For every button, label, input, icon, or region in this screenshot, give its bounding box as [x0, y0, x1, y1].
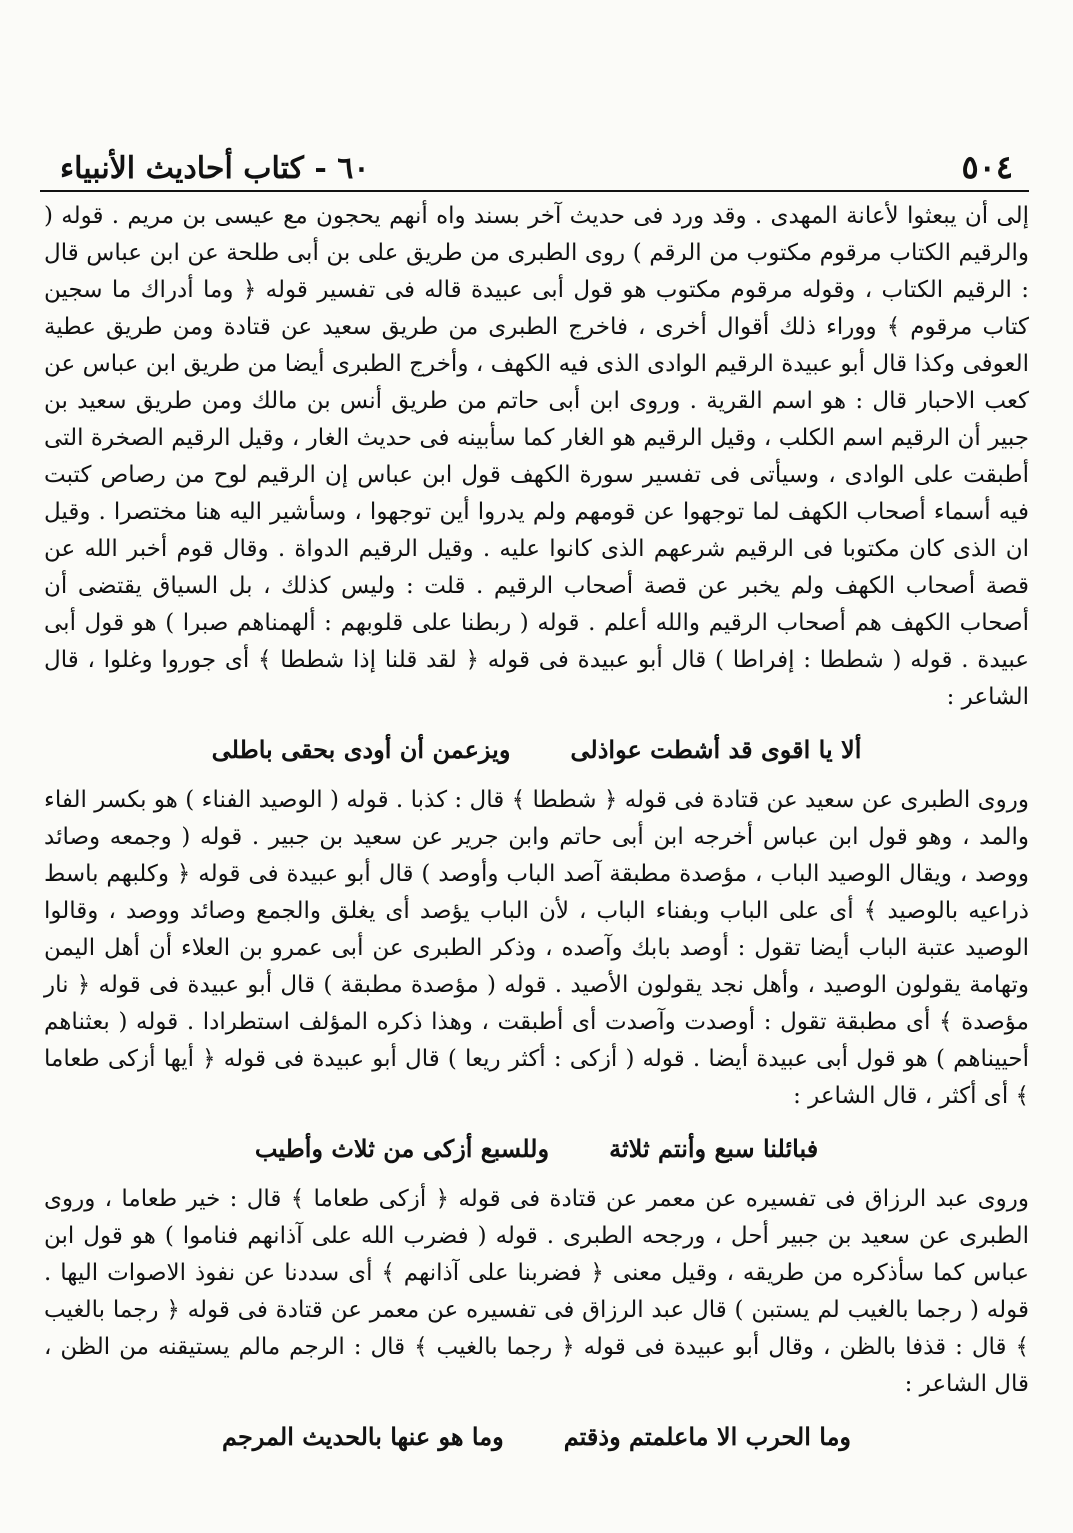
poetry-verse	[44, 1129, 1029, 1169]
paragraph: وروى الطبرى عن سعيد عن قتادة فى قوله ﴿ شططا ﴾ قال : كذبا . قوله ( الوصيد الفناء ) هو بكسر الفاء والمد ، وهو قول ابن عباس أخرجه ابن أبى حاتم وابن جرير عن سعيد بن جبير . قوله ( وجمعه وصائد ووصد ، ويقال الوصيد الباب ، مؤصدة مطبقة آصد الباب وأوصد ) قال أبو عبيدة فى قوله ﴿ وكلبهم باسط ذراعيه بالوصيد ﴾ أى على الباب وبفناء الباب ، لأن الباب يؤصد أى يغلق والجمع وصائد ووصد ، وقالوا الوصيد عتبة الباب أيضا تقول : أوصد بابك وآصده ، وذكر الطبرى عن أبى عمرو بن العلاء أن أهل اليمن وتهامة يقولون الوصيد ، وأهل نجد يقولون الأصيد . قوله ( مؤصدة مطبقة ) قال أبو عبيدة فى قوله ﴿ نار مؤصدة ﴾ أى مطبقة تقول : أوصدت وآصدت أى أطبقت ، وهذا ذكره المؤلف استطرادا . قوله ( بعثناهم أحييناهم ) هو قول أبى عبيدة أيضا . قوله ( أزكى : أكثر ريعا ) قال أبو عبيدة فى قوله ﴿ أيها أزكى طعاما ﴾ أى أكثر ، قال الشاعر :	[44, 787, 1030, 1109]
verse-first-hemistich: ألا يا اقوى قد أشطت عواذلى	[570, 735, 862, 764]
page-body	[44, 198, 1029, 1469]
page-number: ٥٠٤	[961, 148, 1013, 186]
page-header	[60, 138, 1013, 186]
verse-second-hemistich: وللسبع أزكى من ثلاث وأطيب	[254, 1134, 550, 1163]
poetry-verse	[44, 730, 1029, 770]
paragraph: إلى أن يبعثوا لأعانة المهدى . وقد ورد فى حديث آخر بسند واه أنهم يحجون مع عيسى بن مريم . قوله ( والرقيم الكتاب مرقوم مكتوب من الرقم ) روى الطبرى من طريق على بن أبى طلحة عن ابن عباس قال : الرقيم الكتاب ، وقوله مرقوم مكتوب هو قول أبى عبيدة قاله فى تفسير قوله ﴿ وما أدراك ما سجين كتاب مرقوم ﴾ ووراء ذلك أقوال أخرى ، فاخرج الطبرى من طريق سعيد عن قتادة ومن طريق عطية العوفى وكذا قال أبو عبيدة الرقيم الوادى الذى فيه الكهف ، وأخرج الطبرى أيضا من طريق ابن عباس عن كعب الاحبار قال : هو اسم القرية . وروى ابن أبى حاتم من طريق أنس بن مالك ومن طريق سعيد بن جبير أن الرقيم اسم الكلب ، وقيل الرقيم هو الغار كما سأبينه فى حديث الغار ، وقيل الرقيم الصخرة التى أطبقت على الوادى ، وسيأتى فى تفسير سورة الكهف قول ابن عباس إن الرقيم لوح من رصاص كتبت فيه أسماء أصحاب الكهف لما توجهوا عن قومهم ولم يدروا أين توجهوا ، وسأشير اليه هنا مختصرا . وقيل ان الذى كان مكتوبا فى الرقيم شرعهم الذى كانوا عليه . وقيل الرقيم الدواة . وقال قوم أخبر الله عن قصة أصحاب الكهف ولم يخبر عن قصة أصحاب الرقيم . قلت : وليس كذلك ، بل السياق يقتضى أن أصحاب الكهف هم أصحاب الرقيم والله أعلم . قوله ( ربطنا على قلوبهم : ألهمناهم صبرا ) هو قول أبى عبيدة . قوله ( شططا : إفراطا ) قال أبو عبيدة فى قوله ﴿ لقد قلنا إذا شططا ﴾ أى جوروا وغلوا ، قال الشاعر :	[44, 203, 1030, 710]
verse-second-hemistich: ويزعمن أن أودى بحقى باطلى	[211, 735, 511, 764]
verse-first-hemistich: فبائلنا سبع وأنتم ثلاثة	[609, 1134, 819, 1163]
verse-second-hemistich: وما هو عنها بالحديث المرجم	[221, 1422, 504, 1451]
paragraph: وروى عبد الرزاق فى تفسيره عن معمر عن قتادة فى قوله ﴿ أزكى طعاما ﴾ قال : خير طعاما ، وروى الطبرى عن سعيد بن جبير أحل ، ورجحه الطبرى . قوله ( فضرب الله على آذانهم فناموا ) هو قول ابن عباس كما سأذكره من طريقه ، وقيل معنى ﴿ فضربنا على آذانهم ﴾ أى سددنا عن نفوذ الاصوات اليها . قوله ( رجما بالغيب لم يستبن ) قال عبد الرزاق فى تفسيره عن معمر عن قتادة فى قوله ﴿ رجما بالغيب ﴾ قال : قذفا بالظن ، وقال أبو عبيدة فى قوله ﴿ رجما بالغيب ﴾ قال : الرجم مالم يستيقنه من الظن ، قال الشاعر :	[44, 1186, 1029, 1397]
verse-first-hemistich: وما الحرب الا ماعلمتم وذقتم	[563, 1422, 852, 1451]
poetry-verse	[44, 1417, 1029, 1457]
header-rule	[40, 190, 1029, 192]
book-title: ٦٠ - كتاب أحاديث الأنبياء	[60, 151, 370, 186]
